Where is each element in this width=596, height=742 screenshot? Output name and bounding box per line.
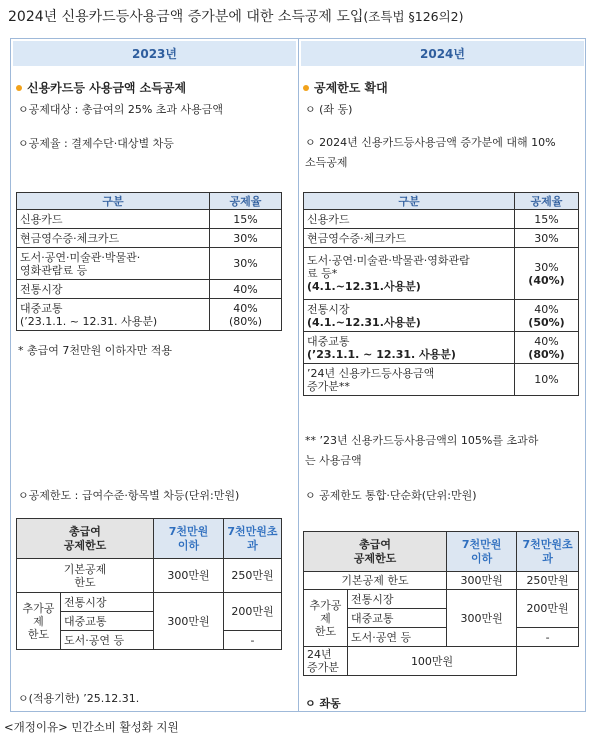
page-title <box>8 6 464 26</box>
table-row: 전통시장 (4.1.~12.31.사용분) 40% (50%) <box>304 300 579 332</box>
bullet-dot-icon <box>16 85 22 91</box>
table-row: 대중교통 (’23.1.1. ~ 12.31. 사용분) 40% (80%) <box>304 332 579 364</box>
title-ref: (조특법 §126의2) <box>363 9 464 24</box>
table-row: 현금영수증·체크카드 30% <box>17 229 282 248</box>
table-row: 기본공제 한도 300만원 250만원 <box>17 559 282 593</box>
table-row: ’24년 신용카드등사용금액 증가분** 10% <box>304 364 579 396</box>
right-rate-table: 구분 공제율 신용카드 15% 현금영수증·체크카드 30% 도서·공연·미술관·박물관·영화관람 료 등* (4.1.~12.31.사용분) 30% (40%) 전통시장 (4.1.~12.31.사용분) 40% (50%) 대중교통 (’23.1.1. ~ 12.31. 사용분) 40% (80%) ’24년 신용카드등사용금액 증가분** 10% <box>303 192 579 396</box>
table-row: 도서·공연·미술관·박물관· 영화관람료 등 30% <box>17 248 282 280</box>
left-expiry-text: ㅇ(적용기한) ’25.12.31. <box>18 692 140 705</box>
right-increment-note: ** ’23년 신용카드등사용금액의 105%를 초과하 는 사용금액 <box>305 434 539 467</box>
left-rate-note: * 총급여 7천만원 이하자만 적용 <box>18 344 172 357</box>
right-same-bottom: ㅇ 좌동 <box>305 697 341 710</box>
table-row: 현금영수증·체크카드 30% <box>304 229 579 248</box>
table-row: 대중교통 <box>304 609 579 628</box>
left-target-text: ㅇ공제대상 : 총급여의 25% 초과 사용금액 <box>18 103 224 116</box>
table-row: 대중교통 <box>17 612 282 631</box>
table-row: 도서·공연 등 - <box>17 631 282 650</box>
column-divider <box>298 39 299 711</box>
year-header-2023: 2023년 <box>13 41 296 66</box>
right-increment-text: ㅇ 2024년 신용카드등사용금액 증가분에 대해 10% 소득공제 <box>305 136 556 169</box>
table-row: 도서·공연 등 - <box>304 628 579 647</box>
table-row: 추가공 제 한도 전통시장 300만원 200만원 <box>17 593 282 612</box>
table-row: 기본공제 한도 300만원 250만원 <box>304 572 579 590</box>
left-limit-table: 총급여 공제한도 7천만원 이하 7천만원초 과 기본공제 한도 300만원 250만원 추가공 제 한도 전통시장 300만원 200만원 대중교통 도서·공연 등 - <box>16 518 282 650</box>
table-row: 전통시장 40% <box>17 280 282 299</box>
right-same-text: ㅇ (좌 동) <box>305 103 353 116</box>
table-row: 신용카드 15% <box>17 210 282 229</box>
right-section-title: 공제한도 확대 <box>303 81 388 95</box>
bullet-dot-icon <box>303 85 309 91</box>
table-row: 도서·공연·미술관·박물관·영화관람 료 등* (4.1.~12.31.사용분) 30% (40%) <box>304 248 579 300</box>
left-limit-title: ㅇ공제한도 : 급여수준·항목별 차등(단위:만원) <box>18 489 240 502</box>
table-row: 추가공 제 한도 전통시장 300만원 200만원 <box>304 590 579 609</box>
left-rate-table: 구분 공제율 신용카드 15% 현금영수증·체크카드 30% 도서·공연·미술관·박물관· 영화관람료 등 30% 전통시장 40% 대중교통 (’23.1.1. ~ 12.31. 사용분) 40% (80%) <box>16 192 282 331</box>
table-row: 신용카드 15% <box>304 210 579 229</box>
right-limit-table: 총급여 공제한도 7천만원 이하 7천만원초 과 기본공제 한도 300만원 250만원 추가공 제 한도 전통시장 300만원 200만원 대중교통 도서·공연 등 - 24년 증가분 100만원 <box>303 531 579 676</box>
table-row: 24년 증가분 100만원 <box>304 647 579 676</box>
title-main: 2024년 신용카드등사용금액 증가분에 대한 소득공제 도입 <box>8 9 364 25</box>
table-row: 대중교통 (’23.1.1. ~ 12.31. 사용분) 40% (80%) <box>17 299 282 331</box>
footer-reason: <개정이유> 민간소비 활성화 지원 <box>4 720 179 734</box>
right-limit-title: ㅇ 공제한도 통합·단순화(단위:만원) <box>305 489 477 502</box>
year-header-2024: 2024년 <box>301 41 584 66</box>
left-section-title: 신용카드등 사용금액 소득공제 <box>16 81 186 95</box>
left-rate-text: ㅇ공제율 : 결제수단·대상별 차등 <box>18 137 174 150</box>
